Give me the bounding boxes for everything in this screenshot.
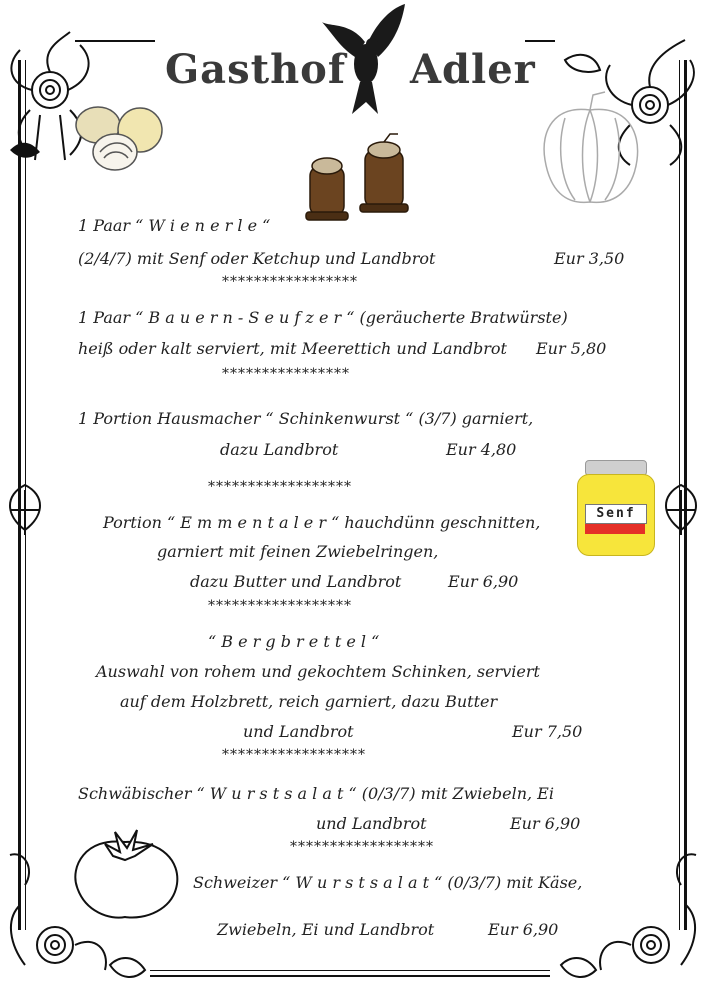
item6-price: Eur 6,90 [510, 814, 581, 833]
senf-label: Senf [585, 504, 647, 524]
frame-bottom-inner [150, 970, 550, 971]
item3-line1: 1 Portion Hausmacher “ Schinkenwurst “ (3/7) garniert, [78, 409, 534, 428]
salt-pepper-icon [300, 128, 410, 228]
eagle-icon [320, 2, 410, 122]
onions-icon [70, 100, 170, 180]
item3-line2: dazu Landbrot [220, 440, 339, 459]
frame-top-line-right [525, 40, 555, 42]
separator: ****************** [222, 747, 366, 763]
item5-line3: auf dem Holzbrett, reich garniert, dazu Butter [120, 692, 498, 711]
item7-line1: Schweizer “ W u r s t s a l a t “ (0/3/7) mit Käse, [193, 873, 583, 892]
item4-line1: Portion “ E m m e n t a l e r “ hauchdünn geschnitten, [103, 513, 541, 532]
item4-line2: garniert mit feinen Zwiebelringen, [157, 542, 439, 561]
ornament-icon [0, 480, 50, 540]
frame-bottom-line [150, 975, 550, 977]
tomato-icon [65, 822, 185, 922]
item3-price: Eur 4,80 [446, 440, 517, 459]
title-right: Adler [410, 46, 536, 93]
item5-line2: Auswahl von rohem und gekochtem Schinken, serviert [96, 662, 540, 681]
item6-line1: Schwäbischer “ W u r s t s a l a t “ (0/3/7) mit Zwiebeln, Ei [78, 784, 554, 803]
item5-line4: und Landbrot [243, 722, 354, 741]
item4-line3: dazu Butter und Landbrot [190, 572, 402, 591]
ornament-icon [656, 480, 706, 540]
item2-line2: heiß oder kalt serviert, mit Meerettich und Landbrot [78, 339, 507, 358]
item6-line2: und Landbrot [316, 814, 427, 833]
item2-price: Eur 5,80 [536, 339, 607, 358]
pepper-outline-icon [535, 90, 645, 210]
separator: **************** [222, 366, 350, 382]
item7-line2: Zwiebeln, Ei und Landbrot [217, 920, 435, 939]
item5-line1: “ B e r g b r e t t e l “ [208, 632, 380, 651]
ornament-icon [556, 835, 706, 984]
item1-line2: (2/4/7) mit Senf oder Ketchup und Landbrot [78, 249, 436, 268]
item1-line1: 1 Paar “ W i e n e r l e “ [78, 216, 271, 235]
item4-price: Eur 6,90 [448, 572, 519, 591]
separator: ***************** [222, 274, 358, 290]
title-left: Gasthof [165, 46, 347, 93]
separator: ****************** [290, 839, 434, 855]
separator: ****************** [208, 479, 352, 495]
item5-price: Eur 7,50 [512, 722, 583, 741]
separator: ****************** [208, 598, 352, 614]
item2-line1: 1 Paar “ B a u e r n - S e u f z e r “ (geräucherte Bratwürste) [78, 308, 568, 327]
item7-price: Eur 6,90 [488, 920, 559, 939]
item1-price: Eur 3,50 [554, 249, 625, 268]
senf-jar-icon [575, 460, 657, 556]
